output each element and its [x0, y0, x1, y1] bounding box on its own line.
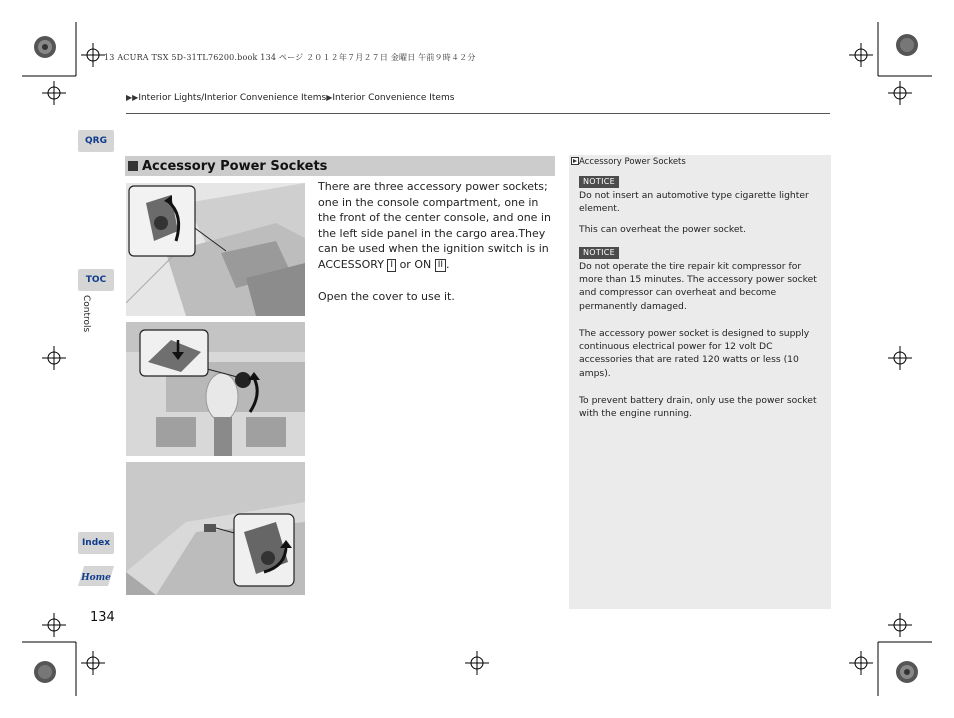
- section-body: [318, 179, 554, 304]
- panel-title: Accessory Power Sockets: [571, 157, 686, 167]
- reference-arrow-icon: [571, 157, 579, 165]
- intro-paragraph: There are three accessory power sockets; one in the console compartment, one in the front of the center console, and one in the left side panel in the cargo area.They can be used when the ignition switch is in ACCESSORY I or ON II .: [318, 180, 551, 271]
- index-tab[interactable]: Index: [78, 532, 114, 554]
- home-icon: [76, 564, 116, 588]
- home-button[interactable]: [76, 564, 116, 588]
- section-heading: [125, 156, 555, 176]
- notice-text: Do not operate the tire repair kit compressor for more than 15 minutes. The accessory power socket and compressor can overheat and become permanently damaged.: [579, 261, 817, 312]
- toc-tab[interactable]: TOC: [78, 269, 114, 291]
- figure-center-console: [126, 322, 305, 456]
- header-rule: [126, 113, 830, 114]
- figure-cargo-area: [126, 462, 305, 595]
- print-header: 13 ACURA TSX 5D-31TL76200.book 134 ページ ２０１２年７月２７日 金曜日 午前９時４２分: [104, 53, 476, 62]
- notice-badge: NOTICE: [579, 247, 619, 259]
- breadcrumb-arrow-icon: ▶▶: [126, 93, 139, 102]
- notice-text: Do not insert an automotive type cigarette lighter element.: [579, 190, 809, 215]
- info-side-panel: [569, 155, 831, 609]
- qrg-tab[interactable]: QRG: [78, 130, 114, 152]
- home-label: Home: [81, 573, 111, 583]
- instruction-paragraph: Open the cover to use it.: [318, 289, 455, 303]
- breadcrumb-arrow-icon: ▶: [326, 93, 333, 102]
- section-label-controls: Controls: [81, 295, 91, 333]
- info-text: The accessory power socket is designed to supply continuous electrical power for 12 volt DC accessories that are rated 120 watts or less (10 amps).: [579, 328, 810, 379]
- page-number: 134: [90, 610, 115, 625]
- breadcrumb-item-interior-convenience[interactable]: Interior Convenience Items: [332, 93, 455, 103]
- key-accessory-icon: I: [387, 259, 396, 272]
- key-on-icon: II: [435, 259, 446, 272]
- info-text: To prevent battery drain, only use the power socket with the engine running.: [579, 395, 817, 420]
- breadcrumb: [126, 93, 454, 103]
- notice-extra-text: This can overheat the power socket.: [579, 224, 747, 235]
- figure-console-compartment: [126, 183, 305, 316]
- notice-badge: NOTICE: [579, 176, 619, 188]
- breadcrumb-item-interior-lights[interactable]: Interior Lights/Interior Convenience Items: [138, 93, 327, 103]
- section-title: Accessory Power Sockets: [142, 158, 328, 174]
- heading-square-icon: [128, 161, 138, 171]
